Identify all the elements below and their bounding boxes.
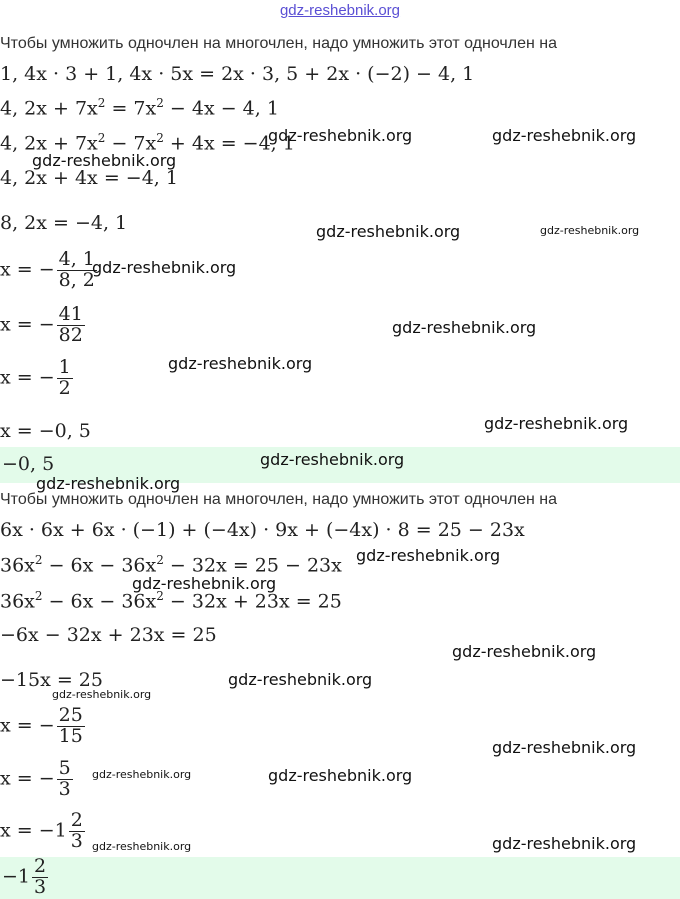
equation-line: 4, $2x + 7x^2 - 7x^2 + 4x = -4$, 1 bbox=[0, 131, 295, 155]
equation-line: $36x^2 - 6x - 36x^2 - 32x = 25 - 23x$ bbox=[0, 553, 342, 577]
equation-line: 4, $2x + 7x^2 = 7x^2 - 4x - 4$, 1 bbox=[0, 96, 279, 120]
equation-line: $36x^2 - 6x - 36x^2 - 32x + 23x = 25$ bbox=[0, 589, 342, 613]
watermark-text: gdz-reshebnik.org bbox=[452, 642, 597, 661]
watermark-text: gdz-reshebnik.org bbox=[228, 670, 373, 689]
fraction-equation: x = − $\frac{5}{3}$ bbox=[0, 757, 71, 800]
watermark-text: gdz-reshebnik.org bbox=[92, 258, 237, 277]
answer-box bbox=[0, 857, 680, 899]
watermark-text: gdz-reshebnik.org bbox=[316, 222, 461, 241]
watermark-text: gdz-reshebnik.org bbox=[32, 151, 177, 170]
watermark-text: gdz-reshebnik.org bbox=[132, 574, 277, 593]
watermark-text: gdz-reshebnik.org bbox=[168, 354, 313, 373]
fraction-equation: x = − $\frac{25}{15}$ bbox=[0, 704, 83, 747]
answer-value: −1 $\frac{2}{3}$ bbox=[2, 855, 47, 898]
fraction-equation: x = − $\frac{1}{2}$ bbox=[0, 356, 71, 399]
equation-line: −15x = 25 bbox=[0, 669, 103, 691]
site-header-link[interactable]: gdz-reshebnik.org bbox=[279, 2, 401, 19]
watermark-text: gdz-reshebnik.org bbox=[392, 318, 537, 337]
fraction-equation: x = −1 $\frac{2}{3}$ bbox=[0, 809, 83, 852]
equation-line: −6x − 32x + 23x = 25 bbox=[0, 624, 217, 646]
watermark-text: gdz-reshebnik.org bbox=[492, 126, 637, 145]
watermark-text: gdz-reshebnik.org bbox=[540, 224, 640, 237]
intro-text: Чтобы умножить одночлен на многочлен, надо умножить этот одночлен на bbox=[0, 35, 557, 52]
intro-text: Чтобы умножить одночлен на многочлен, надо умножить этот одночлен на bbox=[0, 491, 557, 508]
watermark-text: gdz-reshebnik.org bbox=[356, 546, 501, 565]
watermark-text: gdz-reshebnik.org bbox=[268, 766, 413, 785]
watermark-text: gdz-reshebnik.org bbox=[268, 126, 413, 145]
watermark-text: gdz-reshebnik.org bbox=[36, 474, 181, 493]
equation-line: 4, 2x + 4x = −4, 1 bbox=[0, 167, 178, 189]
watermark-text: gdz-reshebnik.org bbox=[484, 414, 629, 433]
equation-line: 8, 2x = −4, 1 bbox=[0, 212, 128, 234]
fraction-equation: x = − $\frac{4, 1}{8, 2}$ bbox=[0, 248, 95, 291]
watermark-text: gdz-reshebnik.org bbox=[492, 834, 637, 853]
watermark-text: gdz-reshebnik.org bbox=[52, 688, 152, 701]
fraction-equation: x = − $\frac{41}{82}$ bbox=[0, 303, 83, 346]
watermark-text: gdz-reshebnik.org bbox=[92, 840, 192, 853]
answer-value: −0, 5 bbox=[2, 453, 55, 475]
watermark-text: gdz-reshebnik.org bbox=[260, 450, 405, 469]
equation-line: x = −0, 5 bbox=[0, 420, 91, 442]
watermark-text: gdz-reshebnik.org bbox=[92, 768, 192, 781]
equation-line: 6x · 6x + 6x · (−1) + (−4x) · 9x + (−4x) · 8 = 25 − 23x bbox=[0, 519, 525, 541]
watermark-text: gdz-reshebnik.org bbox=[492, 738, 637, 757]
equation-line: 1, 4x · 3 + 1, 4x · 5x = 2x · 3, 5 + 2x · (−2) − 4, 1 bbox=[0, 63, 475, 85]
